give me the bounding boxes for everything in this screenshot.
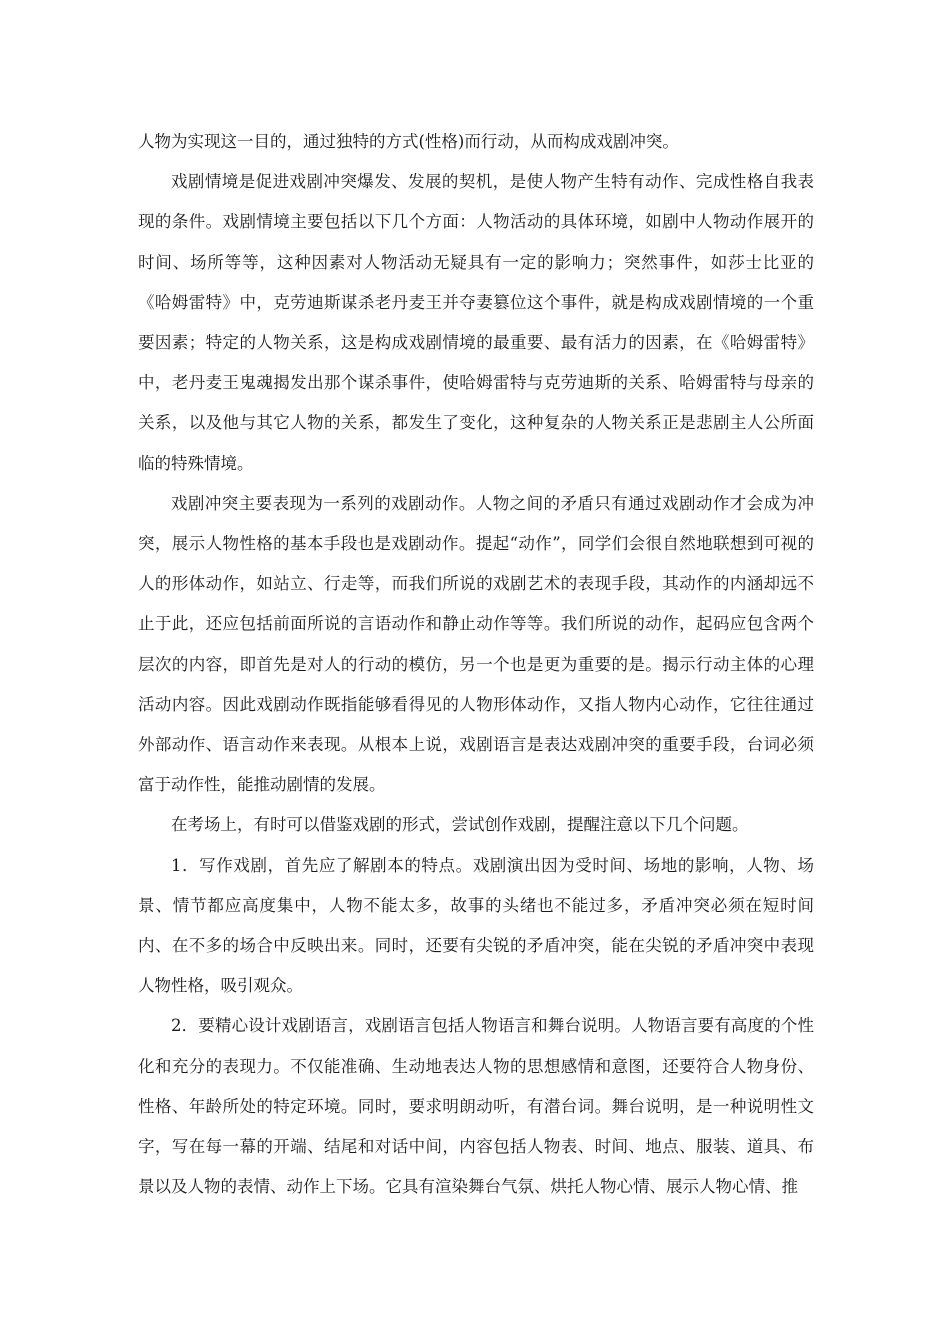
- paragraph-point-1: 1．写作戏剧，首先应了解剧本的特点。戏剧演出因为受时间、场地的影响，人物、场景、情节都应高度集中，人物不能太多，故事的头绪也不能过多，矛盾冲突必须在短时间内、在不多的场合中反映出来。同时，还要有尖锐的矛盾冲突，能在尖锐的矛盾冲突中表现人物性格，吸引观众。: [138, 855, 814, 996]
- document-body: [138, 122, 814, 1207]
- paragraph-point-2: 2．要精心设计戏剧语言，戏剧语言包括人物语言和舞台说明。人物语言要有高度的个性化和充分的表现力。不仅能准确、生动地表达人物的思想感情和意图，还要符合人物身份、性格、年龄所处的特定环境。同时，要求明朗动听，有潜台词。舞台说明，是一种说明性文字，写在每一幕的开端、结尾和对话中间，内容包括人物表、时间、地点、服装、道具、布景以及人物的表情、动作上下场。它具有渲染舞台气氛、烘托人物心情、展示人物心情、推: [138, 1016, 814, 1197]
- paragraph-continuation: 人物为实现这一目的，通过独特的方式(性格)而行动，从而构成戏剧冲突。: [138, 132, 679, 151]
- paragraph-dramatic-action: 戏剧冲突主要表现为一系列的戏剧动作。人物之间的矛盾只有通过戏剧动作才会成为冲突，展示人物性格的基本手段也是戏剧动作。提起“动作”，同学们会很自然地联想到可视的人的形体动作，如站立、行走等，而我们所说的戏剧艺术的表现手段，其动作的内涵却远不止于此，还应包括前面所说的言语动作和静止动作等等。我们所说的动作，起码应包含两个层次的内容，即首先是对人的行动的模仿，另一个也是更为重要的是。揭示行动主体的心理活动内容。因此戏剧动作既指能够看得见的人物形体动作，又指人物内心动作，它往往通过外部动作、语言动作来表现。从根本上说，戏剧语言是表达戏剧冲突的重要手段，台词必须富于动作性，能推动剧情的发展。: [138, 493, 814, 795]
- paragraph-dramatic-situation: 戏剧情境是促进戏剧冲突爆发、发展的契机，是使人物产生特有动作、完成性格自我表现的条件。戏剧情境主要包括以下几个方面：人物活动的具体环境，如剧中人物动作展开的时间、场所等等，这种因素对人物活动无疑具有一定的影响力；突然事件，如莎士比亚的《哈姆雷特》中，克劳迪斯谋杀老丹麦王并夺妻篡位这个事件，就是构成戏剧情境的一个重要因素；特定的人物关系，这是构成戏剧情境的最重要、最有活力的因素，在《哈姆雷特》中，老丹麦王鬼魂揭发出那个谋杀事件，使哈姆雷特与克劳迪斯的关系、哈姆雷特与母亲的关系，以及他与其它人物的关系，都发生了变化，这种复杂的人物关系正是悲剧主人公所面临的特殊情境。: [138, 172, 814, 473]
- paragraph-exam-intro: 在考场上，有时可以借鉴戏剧的形式，尝试创作戏剧，提醒注意以下几个问题。: [171, 815, 749, 835]
